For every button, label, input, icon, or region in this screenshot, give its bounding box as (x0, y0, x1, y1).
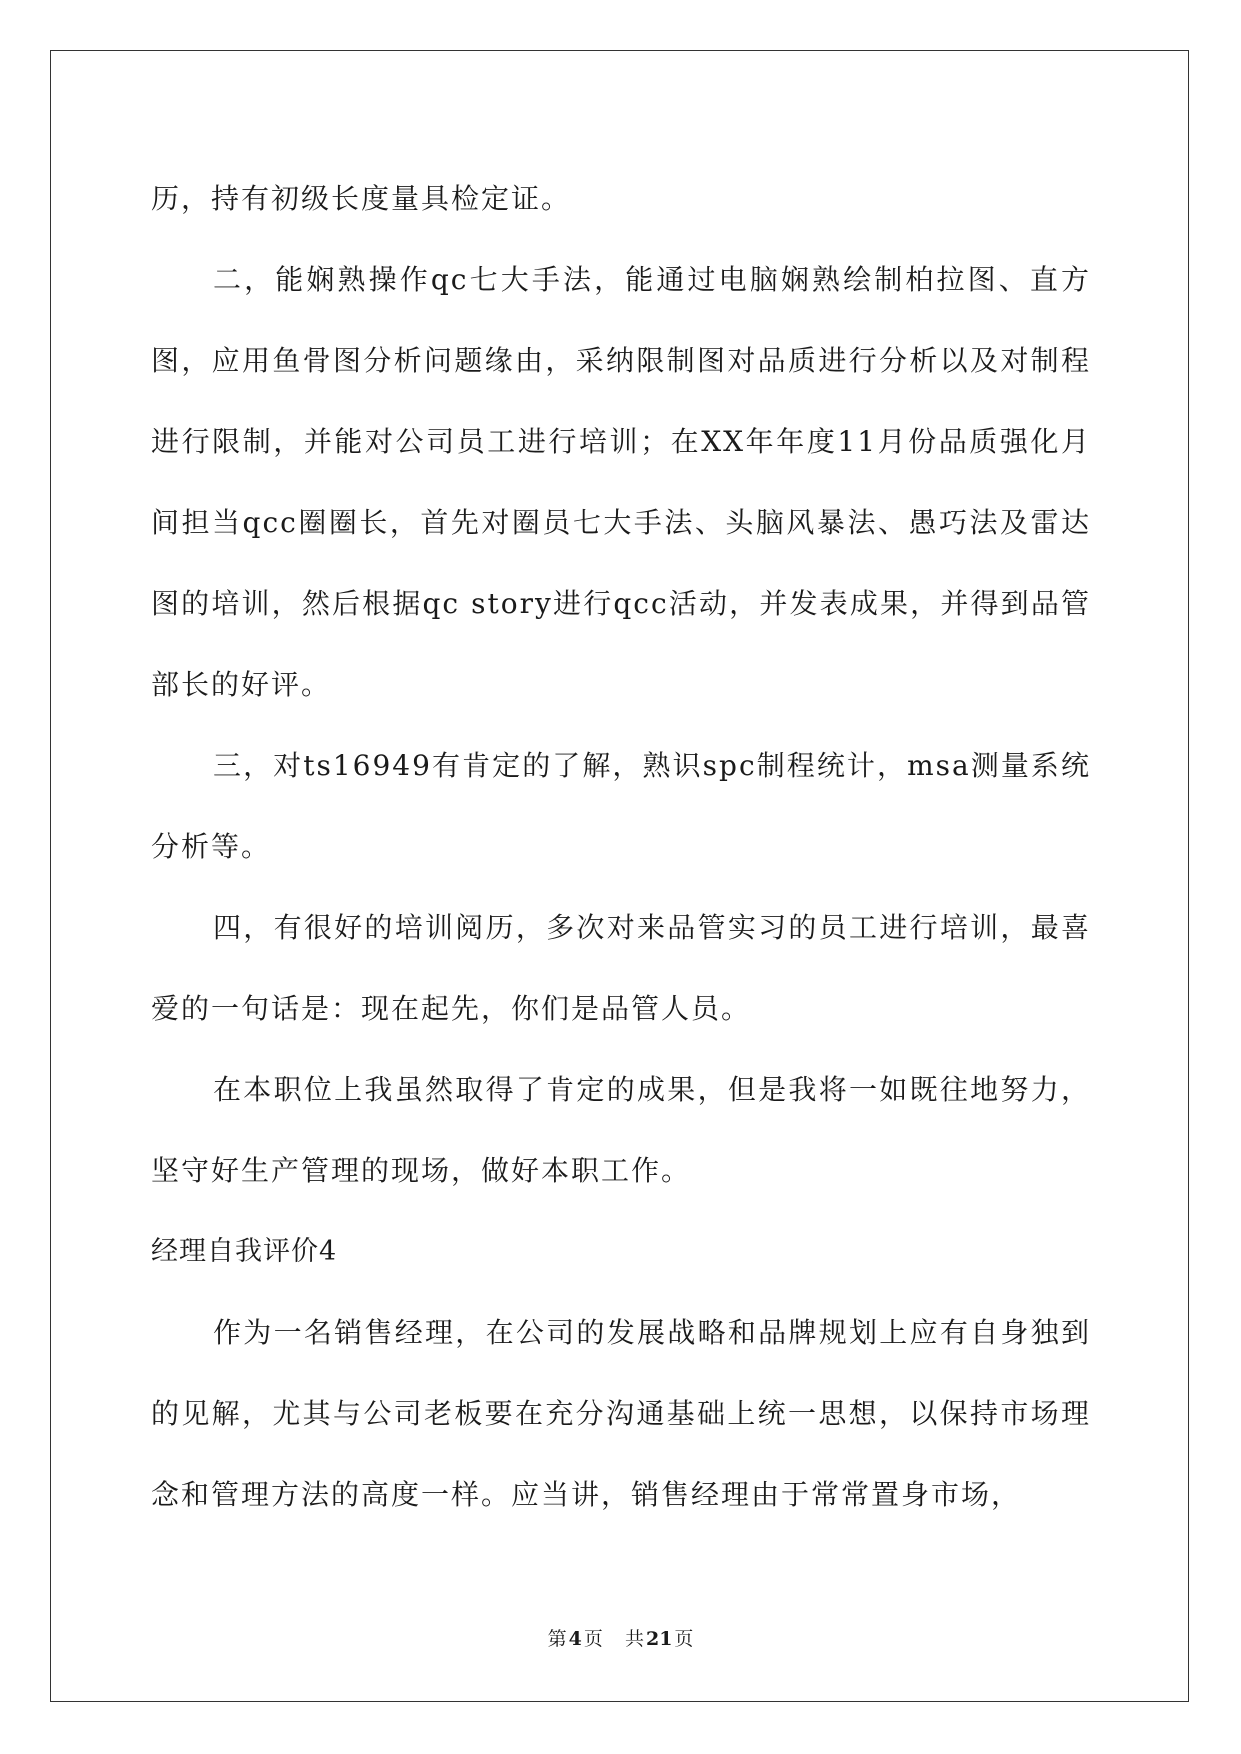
page-suffix: 页 (583, 1628, 603, 1650)
section-heading: 经理自我评价4 (151, 1236, 338, 1267)
total-prefix: 共 (624, 1628, 644, 1650)
paragraph-3: 三，对ts16949有肯定的了解，熟识spc制程统计，msa测量系统分析等。 (151, 749, 1091, 863)
page-number: 4 (568, 1628, 582, 1650)
page-prefix: 第 (547, 1628, 567, 1650)
total-pages: 21 (645, 1628, 673, 1650)
total-suffix: 页 (674, 1628, 694, 1650)
paragraph-1: 历，持有初级长度量具检定证。 (151, 182, 572, 215)
paragraph-4: 四，有很好的培训阅历，多次对来品管实习的员工进行培训，最喜爱的一句话是：现在起先，你们是品管人员。 (151, 911, 1091, 1025)
page-footer (0, 1624, 1241, 1651)
paragraph-5: 在本职位上我虽然取得了肯定的成果，但是我将一如既往地努力，坚守好生产管理的现场，做好本职工作。 (151, 1073, 1091, 1187)
document-body (151, 158, 1091, 1535)
paragraph-6: 作为一名销售经理，在公司的发展战略和品牌规划上应有自身独到的见解，尤其与公司老板要在充分沟通基础上统一思想，以保持市场理念和管理方法的高度一样。应当讲，销售经理由于常常置身市场， (151, 1316, 1091, 1511)
paragraph-2: 二，能娴熟操作qc七大手法，能通过电脑娴熟绘制柏拉图、直方图，应用鱼骨图分析问题缘由，采纳限制图对品质进行分析以及对制程进行限制，并能对公司员工进行培训；在XX年年度11月份品质强化月间担当qcc圈圈长，首先对圈员七大手法、头脑风暴法、愚巧法及雷达图的培训，然后根据qc story进行qcc活动，并发表成果，并得到品管部长的好评。 (151, 263, 1091, 701)
